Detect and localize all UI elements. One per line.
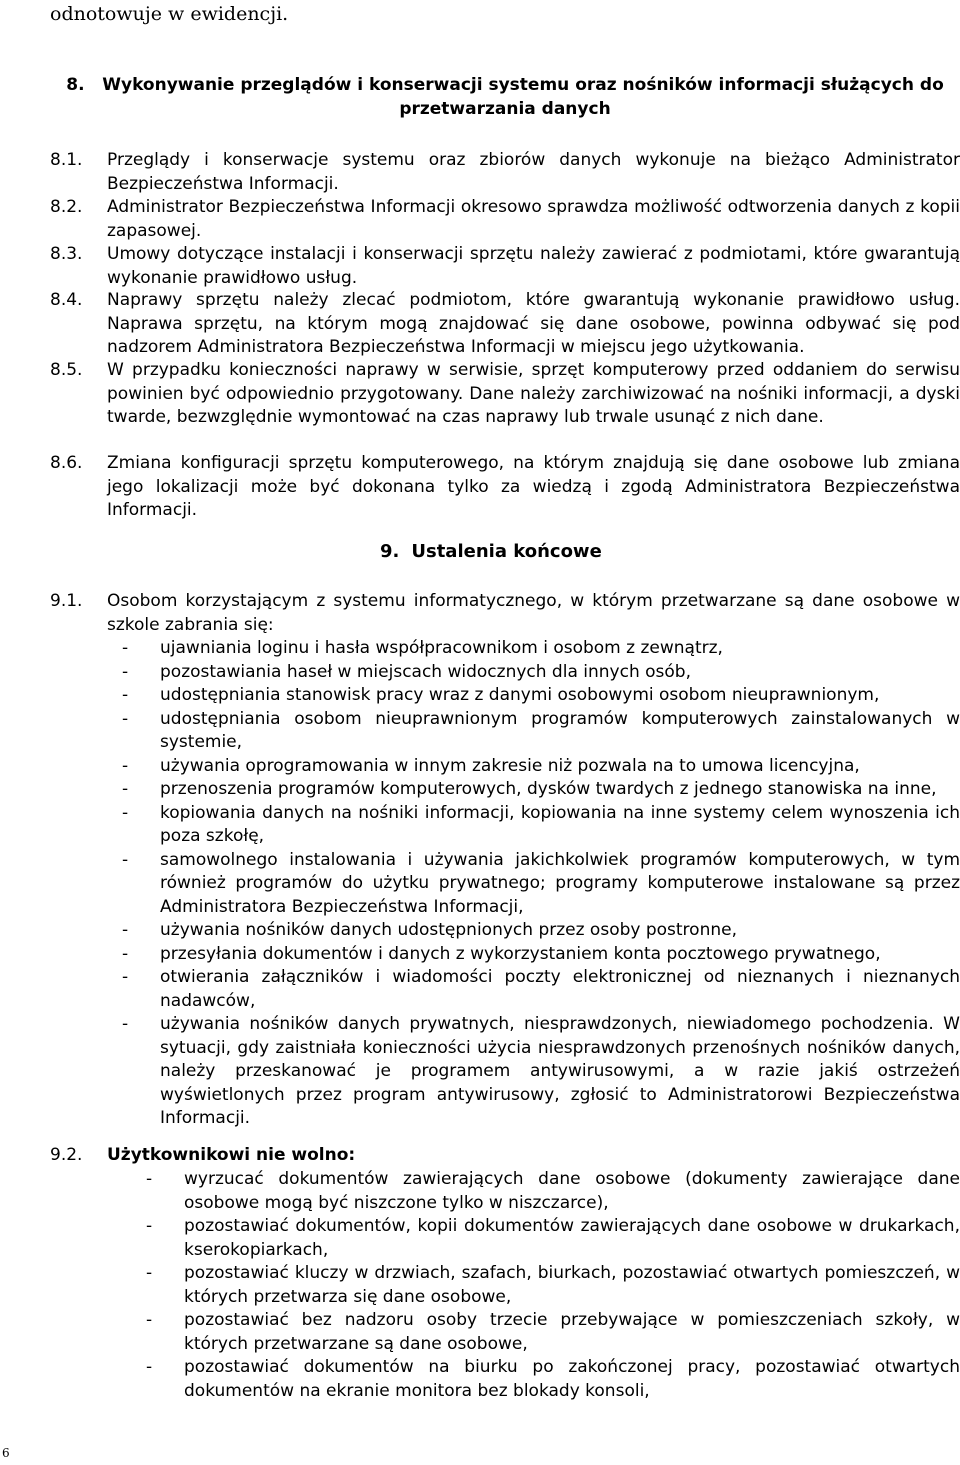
section-9-heading [380, 540, 602, 564]
list-item [146, 1356, 960, 1403]
bullet-dash: - [146, 1216, 153, 1236]
bullet-dash: - [122, 967, 129, 987]
bullet-dash: - [122, 849, 129, 870]
list-item-text: używania oprogramowania w innym zakresie niż pozwala na to umowa licencyjna, [160, 755, 860, 776]
list-item [122, 708, 960, 755]
list-item-text: używania nośników danych prywatnych, niesprawdzonych, niewiadomego pochodzenia. W sytuacji, gdy zaistniała konieczności użycia niesprawdzonych przenośnych nośników danych, należy przeskanować je programem antywirusowymi, a w razie jakiś ostrzeżeń wyświetlonych przez program antywirusowy, zgłosić to Administratorowi Bezpieczeństwa Informacji. [160, 1014, 960, 1128]
item-8-4 [50, 289, 960, 360]
page-number: 6 [2, 1446, 10, 1460]
bullet-dash: - [122, 685, 129, 705]
section-9-title: Ustalenia końcowe [411, 541, 602, 562]
item-9-2 [50, 1144, 960, 1168]
bullet-dash: - [122, 755, 129, 776]
list-item [122, 849, 960, 920]
list-item [122, 1013, 960, 1131]
item-number: 8.1. [50, 150, 83, 170]
item-number: 9.2. [50, 1145, 83, 1165]
list-item-text: pozostawiać dokumentów na biurku po zakończonej pracy, pozostawiać otwartych dokumentów na ekranie monitora bez blokady konsoli, [184, 1357, 960, 1401]
item-text: Zmiana konfiguracji sprzętu komputerowego, na którym znajdują się dane osobowe lub zmiana jego lokalizacji może być dokonana tylko za wiedzą i zgodą Administratora Bezpieczeństwa Informacji. [107, 453, 960, 520]
list-item-text: przenoszenia programów komputerowych, dysków twardych z jednego stanowiska na inne, [160, 779, 937, 799]
item-text: W przypadku konieczności naprawy w serwisie, sprzęt komputerowy przed oddaniem do serwisu powinien być odpowiednio przygotowany. Dane należy zarchiwizować na nośniki informacji, a dyski twarde, bezwzględnie wymontować na czas naprawy lub trwale usunąć z nich dane. [107, 360, 960, 427]
item-text: Użytkownikowi nie wolno: [107, 1145, 356, 1165]
item-9-1 [50, 590, 960, 637]
bullet-dash: - [122, 661, 129, 682]
list-item [146, 1309, 960, 1356]
list-item-text: przesyłania dokumentów i danych z wykorzystaniem konta pocztowego prywatnego, [160, 943, 881, 964]
item-8-6 [50, 452, 960, 523]
prohibitions-list-9-2 [146, 1168, 960, 1403]
item-text: Przeglądy i konserwacje systemu oraz zbiorów danych wykonuje na bieżąco Administrator Bezpieczeństwa Informacji. [107, 150, 960, 194]
bullet-dash: - [122, 920, 129, 940]
item-number: 8.2. [50, 197, 83, 217]
item-number: 8.3. [50, 244, 83, 264]
bullet-dash: - [122, 943, 129, 964]
section-8-title: Wykonywanie przeglądów i konserwacji systemu oraz nośników informacji służących do przetwarzania danych [102, 75, 944, 119]
list-item [146, 1262, 960, 1309]
item-text: Osobom korzystającym z systemu informatycznego, w którym przetwarzane są dane osobowe w szkole zabrania się: [107, 591, 960, 635]
bullet-dash: - [122, 779, 129, 799]
bullet-dash: - [122, 1014, 129, 1034]
list-item [122, 661, 960, 685]
list-item [122, 637, 960, 661]
list-item [146, 1168, 960, 1215]
item-number: 9.1. [50, 591, 83, 611]
list-item-text: kopiowania danych na nośniki informacji, kopiowania na inne systemy celem wynoszenia ich poza szkołę, [160, 802, 960, 846]
list-item-text: używania nośników danych udostępnionych przez osoby postronne, [160, 920, 737, 940]
list-item [146, 1215, 960, 1262]
list-item [122, 778, 960, 802]
list-item-text: pozostawiać kluczy w drzwiach, szafach, biurkach, pozostawiać otwartych pomieszczeń, w których przetwarza się dane osobowe, [184, 1263, 960, 1307]
item-text: Naprawy sprzętu należy zlecać podmiotom, które gwarantują wykonanie prawidłowo usług. Naprawa sprzętu, na którym mogą znajdować się dane osobowe, powinna odbywać się pod nadzorem Administratora Bezpieczeństwa Informacji w miejscu jego użytkowania. [107, 290, 960, 357]
bullet-dash: - [122, 802, 129, 823]
list-item-text: wyrzucać dokumentów zawierających dane osobowe (dokumenty zawierające dane osobowe mogą być niszczone tylko w niszczarce), [184, 1169, 960, 1213]
list-item [122, 919, 960, 943]
list-item-text: samowolnego instalowania i używania jakichkolwiek programów komputerowych, w tym również programów do użytku prywatnego; programy komputerowe instalowane są przez Administratora Bezpieczeństwa Informacji, [160, 849, 960, 917]
bullet-dash: - [146, 1357, 153, 1377]
item-text: Administrator Bezpieczeństwa Informacji okresowo sprawdza możliwość odtworzenia danych z kopii zapasowej. [107, 197, 960, 241]
list-item-text: udostępniania osobom nieuprawnionym programów komputerowych zainstalowanych w systemie, [160, 708, 960, 752]
lead-text: odnotowuje w ewidencji. [50, 3, 289, 25]
bullet-dash: - [122, 638, 129, 658]
list-item-text: udostępniania stanowisk pracy wraz z danymi osobowymi osobom nieuprawnionym, [160, 685, 880, 705]
list-item [122, 802, 960, 849]
list-item-text: ujawniania loginu i hasła współpracownikom i osobom z zewnątrz, [160, 638, 723, 658]
list-item [122, 966, 960, 1013]
list-item-text: pozostawiania haseł w miejscach widocznych dla innych osób, [160, 661, 691, 682]
item-8-5 [50, 359, 960, 430]
item-number: 8.5. [50, 360, 83, 380]
item-8-1 [50, 149, 960, 196]
section-8-number: 8. [66, 75, 85, 95]
prohibitions-list-9-1 [122, 637, 960, 1131]
bullet-dash: - [146, 1169, 153, 1189]
section-8-heading [50, 74, 960, 121]
item-8-3 [50, 243, 960, 290]
section-9-number: 9. [380, 541, 400, 562]
list-item-text: pozostawiać bez nadzoru osoby trzecie przebywające w pomieszczeniach szkoły, w których przetwarzane są dane osobowe, [184, 1310, 960, 1354]
list-item [122, 684, 960, 708]
item-number: 8.4. [50, 290, 83, 310]
item-8-2 [50, 196, 960, 243]
list-item-text: otwierania załączników i wiadomości poczty elektronicznej od nieznanych i nieznanych nadawców, [160, 967, 960, 1011]
bullet-dash: - [122, 708, 129, 729]
list-item [122, 755, 960, 779]
bullet-dash: - [146, 1263, 153, 1283]
item-number: 8.6. [50, 453, 83, 473]
item-text: Umowy dotyczące instalacji i konserwacji sprzętu należy zawierać z podmiotami, które gwarantują wykonanie prawidłowo usług. [107, 244, 960, 288]
bullet-dash: - [146, 1310, 153, 1330]
list-item-text: pozostawiać dokumentów, kopii dokumentów zawierających dane osobowe w drukarkach, kserokopiarkach, [184, 1216, 960, 1260]
list-item [122, 943, 960, 967]
